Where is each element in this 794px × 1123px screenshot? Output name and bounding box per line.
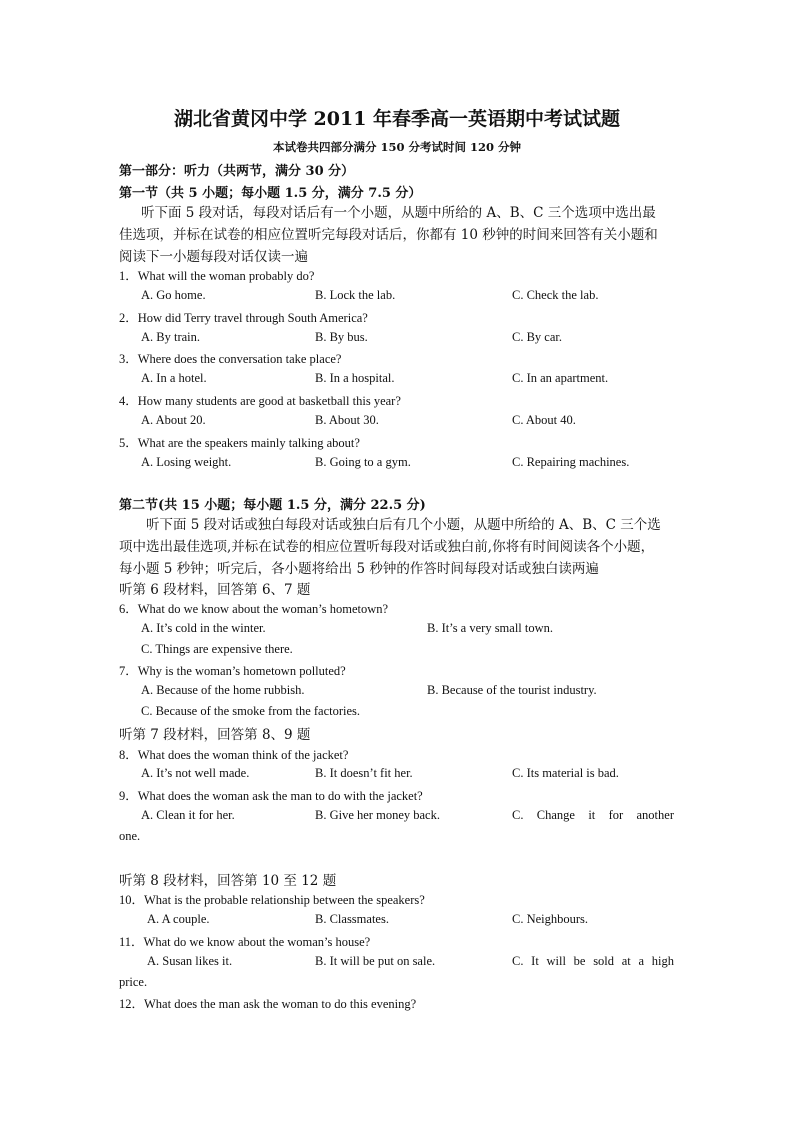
option-c-word: a — [638, 954, 645, 968]
section-heading: 第二节(共 15 小题；每小题 1.5 分，满分 22.5 分) — [119, 498, 426, 513]
section1-instructions — [119, 202, 675, 268]
question-stem: 2．How did Terry travel through South America? — [119, 311, 368, 325]
option-a: A. Susan likes it. — [147, 954, 233, 968]
option-b: B. It’s a very small town. — [427, 621, 554, 635]
exam-info: 本试卷共四部分满分 150 分考试时间 120 分钟 — [272, 140, 522, 154]
option-b: B. By bus. — [315, 330, 368, 344]
question-stem: 3．Where does the conversation take place? — [119, 352, 342, 366]
option-b: B. Give her money back. — [315, 808, 440, 822]
option-c-word: be — [573, 954, 586, 968]
option-a: A. It’s not well made. — [141, 766, 250, 780]
option-c-word: C. — [512, 808, 524, 822]
option-a: A. Losing weight. — [141, 455, 232, 469]
page-title: 湖北省黄冈中学 2011 年春季高一英语期中考试试题 — [173, 108, 621, 130]
question-stem: 4．How many students are good at basketball this year? — [119, 394, 401, 408]
question-stem: 10．What is the probable relationship between the speakers? — [119, 893, 425, 907]
instruction-line: 每小题 5 秒钟；听完后，各小题将给出 5 秒钟的作答时间每段对话或独白读两遍 — [119, 561, 599, 577]
option-a: A. By train. — [141, 330, 201, 344]
material-heading: 听第 6 段材料，回答第 6、7 题 — [119, 582, 311, 598]
question-stem: 7．Why is the woman’s hometown polluted? — [119, 664, 346, 678]
section-heading: 第一节（共 5 小题；每小题 1.5 分，满分 7.5 分） — [119, 186, 422, 201]
part-heading: 第一部分：听力（共两节，满分 30 分） — [119, 164, 355, 179]
option-b: B. In a hospital. — [315, 371, 395, 385]
option-c: C. Neighbours. — [512, 912, 589, 926]
instruction-line: 听下面 5 段对话或独白每段对话或独白后有几个小题，从题中所给的 A、B、C 三个选 — [146, 517, 661, 533]
option-b: B. Classmates. — [315, 912, 389, 926]
option-c — [512, 808, 674, 823]
option-c-continuation: one. — [119, 829, 141, 843]
question-stem: 9．What does the woman ask the man to do with the jacket? — [119, 789, 423, 803]
option-c: C. In an apartment. — [512, 371, 609, 385]
option-b: B. Lock the lab. — [315, 288, 396, 302]
instruction-line: 听下面 5 段对话，每段对话后有一个小题，从题中所给的 A、B、C 三个选项中选出最 — [141, 205, 656, 221]
option-a: A. Go home. — [141, 288, 206, 302]
option-c: C. Repairing machines. — [512, 455, 630, 469]
option-c: C. Its material is bad. — [512, 766, 619, 780]
option-c-word: high — [651, 954, 674, 968]
option-c-word: It — [531, 954, 539, 968]
option-b: B. It doesn’t fit her. — [315, 766, 413, 780]
option-c-word: will — [546, 954, 566, 968]
option-c: C. Because of the smoke from the factories. — [141, 704, 361, 718]
instruction-line: 项中选出最佳选项,并标在试卷的相应位置听每段对话或独白前,你将有时间阅读各个小题， — [119, 539, 655, 555]
option-c-continuation: price. — [119, 975, 148, 989]
option-c-word: C. — [512, 954, 524, 968]
option-a: A. A couple. — [147, 912, 210, 926]
option-b: B. It will be put on sale. — [315, 954, 436, 968]
instruction-line: 佳选项，并标在试卷的相应位置听完每段对话后，你都有 10 秒钟的时间来回答有关小题和 — [119, 227, 658, 243]
option-a: A. It’s cold in the winter. — [141, 621, 266, 635]
option-c — [512, 954, 674, 969]
option-b: B. About 30. — [315, 413, 379, 427]
option-a: A. Because of the home rubbish. — [141, 683, 305, 697]
option-a: A. In a hotel. — [141, 371, 207, 385]
option-c: C. By car. — [512, 330, 562, 344]
option-c: C. Check the lab. — [512, 288, 599, 302]
question-stem: 11．What do we know about the woman’s house? — [119, 935, 371, 949]
question-stem: 5．What are the speakers mainly talking about? — [119, 436, 360, 450]
option-c-word: it — [588, 808, 596, 822]
instruction-line: 阅读下一小题每段对话仅读一遍 — [119, 249, 308, 265]
option-c-word: another — [636, 808, 674, 822]
option-c: C. About 40. — [512, 413, 576, 427]
question-stem: 1．What will the woman probably do? — [119, 269, 315, 283]
option-c: C. Things are expensive there. — [141, 642, 293, 656]
option-c-word: at — [621, 954, 631, 968]
material-heading: 听第 7 段材料，回答第 8、9 题 — [119, 727, 311, 743]
section2-instructions — [119, 514, 675, 580]
option-a: A. About 20. — [141, 413, 206, 427]
option-c-word: sold — [593, 954, 615, 968]
option-b: B. Going to a gym. — [315, 455, 411, 469]
option-a: A. Clean it for her. — [141, 808, 235, 822]
question-stem: 12．What does the man ask the woman to do this evening? — [119, 997, 417, 1011]
option-c-word: Change — [536, 808, 575, 822]
question-stem: 8．What does the woman think of the jacket? — [119, 748, 349, 762]
option-c-word: for — [608, 808, 624, 822]
option-b: B. Because of the tourist industry. — [427, 683, 597, 697]
question-stem: 6．What do we know about the woman’s hometown? — [119, 602, 389, 616]
material-heading: 听第 8 段材料，回答第 10 至 12 题 — [119, 873, 337, 889]
